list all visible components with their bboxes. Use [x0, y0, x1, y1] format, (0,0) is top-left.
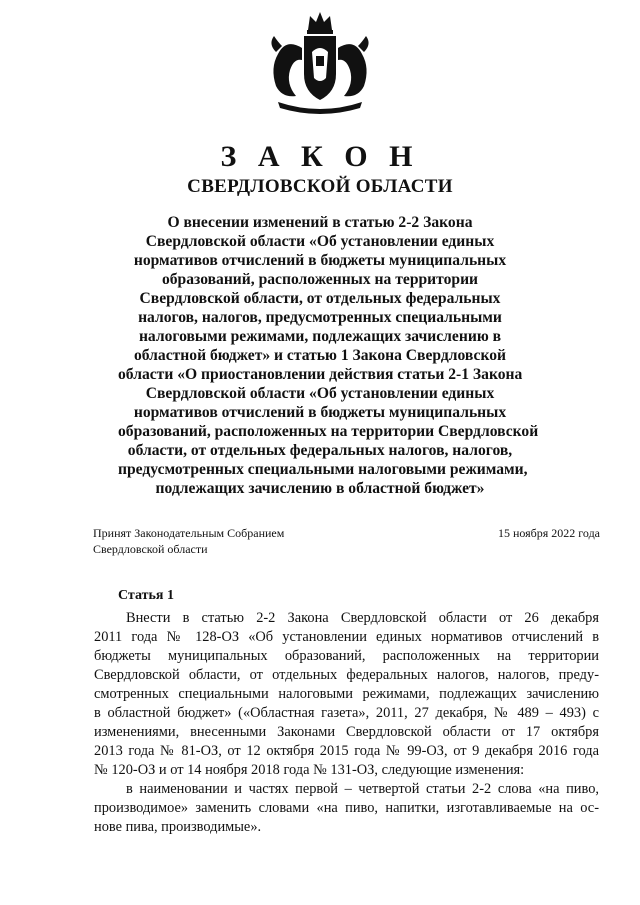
adoption-line: Свердловской области	[93, 542, 208, 556]
law-heading	[118, 213, 539, 498]
paragraph-line: нове пива, производимые».	[94, 819, 262, 835]
heading-line: Свердловской области «Об установлении единых	[145, 385, 495, 402]
heading-line: О внесении изменений в статью 2-2 Закона	[167, 214, 473, 231]
heading-line: области «О приостановлении действия статьи 2-1 Закона	[118, 366, 523, 383]
document-subtitle: СВЕРДЛОВСКОЙ ОБЛАСТИ	[187, 176, 453, 197]
paragraph-line: Внести в статью 2-2 Закона Свердловской области от 26 декабря	[126, 610, 599, 626]
heading-line: нормативов отчислений в бюджеты муниципальных	[133, 252, 507, 269]
heading-line: Свердловской области, от отдельных федеральных	[139, 290, 501, 307]
heading-line: областной бюджет» и статью 1 Закона Свердловской	[133, 347, 507, 364]
adoption-date: 15 ноября 2022 года	[497, 526, 600, 540]
article-paragraph-1	[94, 609, 599, 780]
heading-line: налоговыми режимами, подлежащих зачислению в	[138, 328, 502, 345]
article-paragraph-2	[94, 780, 599, 837]
paragraph-line: 2013 года № 81-ОЗ, от 12 октября 2015 года № 99-ОЗ, от 9 декабря 2016 года	[94, 743, 599, 759]
paragraph-line: Свердловской области, от отдельных федеральных налогов, налогов, преду-	[94, 667, 599, 683]
paragraph-line: производимое» заменить словами «на пиво, напитки, изготавливаемые на ос-	[94, 800, 599, 816]
heading-line: области, от отдельных федеральных налогов, налогов,	[127, 442, 513, 459]
paragraph-line: в наименовании и частях первой – четвертой статьи 2-2 слова «на пиво,	[126, 781, 599, 797]
paragraph-line: бюджеты муниципальных образований, расположенных на территории	[94, 648, 599, 664]
article-title: Статья 1	[118, 588, 174, 603]
adoption-line: Принят Законодательным Собранием	[93, 526, 285, 540]
paragraph-line: смотренных специальными налоговыми режимами, подлежащих зачислению	[94, 686, 599, 702]
heading-line: Свердловской области «Об установлении единых	[145, 233, 495, 250]
sverdlovsk-coat-of-arms-icon	[256, 8, 384, 120]
document-title: З А К О Н	[220, 140, 420, 173]
paragraph-line: № 120-ОЗ и от 14 ноября 2018 года № 131-ОЗ, следующие изменения:	[94, 762, 525, 778]
heading-line: налогов, налогов, предусмотренных специальными	[138, 309, 502, 326]
heading-line: подлежащих зачислению в областной бюджет»	[155, 480, 485, 497]
heading-line: образований, расположенных на территории	[161, 271, 479, 288]
adoption-note	[93, 525, 284, 557]
heading-line: нормативов отчислений в бюджеты муниципальных	[133, 404, 507, 421]
paragraph-line: 2011 года № 128-ОЗ «Об установлении единых нормативов отчислений в	[94, 629, 599, 645]
heading-line: предусмотренных специальными налоговыми режимами,	[118, 461, 528, 478]
heading-line: образований, расположенных на территории Свердловской	[118, 423, 539, 440]
paragraph-line: в областной бюджет» («Областная газета», 2011, 27 декабря, № 489 – 493) с	[94, 705, 599, 721]
paragraph-line: изменениями, внесенными Законами Свердловской области от 17 октября	[94, 724, 599, 740]
